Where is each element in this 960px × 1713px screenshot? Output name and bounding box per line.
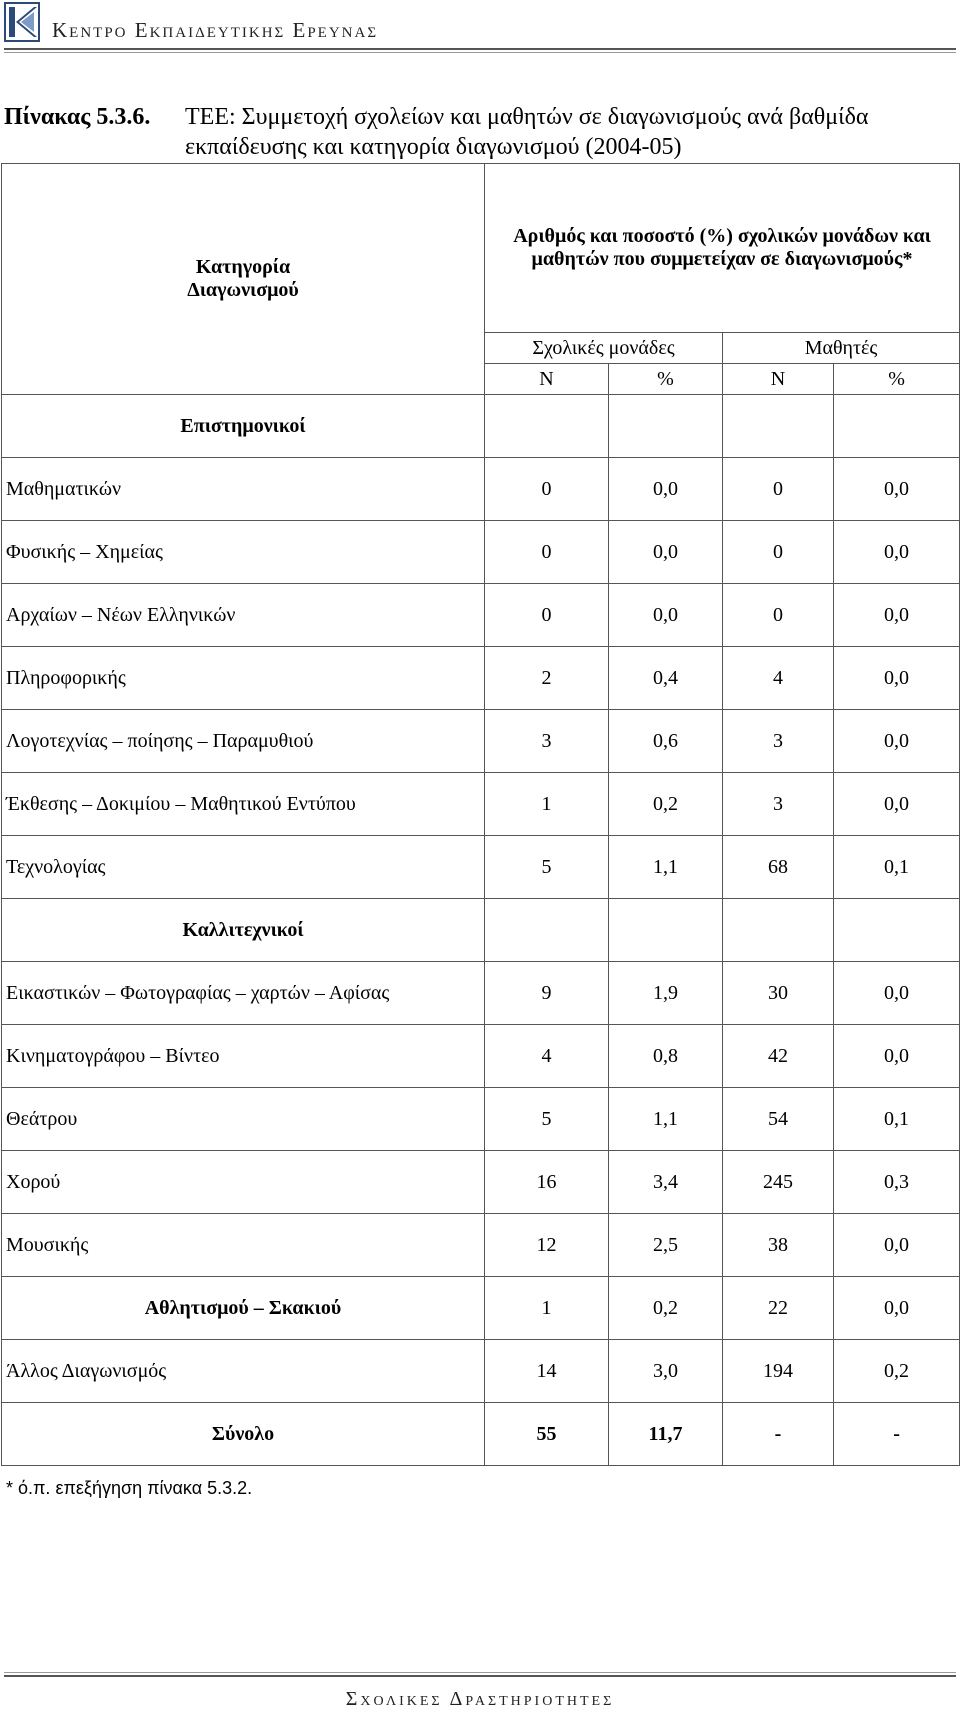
table-row xyxy=(2,1214,960,1277)
table-row xyxy=(2,584,960,647)
schools-pct: 0,8 xyxy=(609,1025,723,1088)
schools-n: 4 xyxy=(485,1025,609,1088)
row-label: Τεχνολογίας xyxy=(2,836,485,899)
students-n: 0 xyxy=(723,458,834,521)
students-pct: 0,0 xyxy=(834,773,960,836)
table-row xyxy=(2,962,960,1025)
schools-n: 3 xyxy=(485,710,609,773)
row-label: Κινηματογράφου – Βίντεο xyxy=(2,1025,485,1088)
students-pct: 0,1 xyxy=(834,1088,960,1151)
students-pct: 0,0 xyxy=(834,1025,960,1088)
table-row-total xyxy=(2,1403,960,1466)
row-label: Άλλος Διαγωνισμός xyxy=(2,1340,485,1403)
org-name: Κεντρο Εκπαιδευτικης Ερευνας xyxy=(52,18,379,42)
table-row xyxy=(2,773,960,836)
main-header: Αριθμός και ποσοστό (%) σχολικών μονάδων και μαθητών που συμμετείχαν σε διαγωνισμούς* xyxy=(485,164,960,333)
schools-n: 12 xyxy=(485,1214,609,1277)
schools-n: 0 xyxy=(485,458,609,521)
row-label: Εικαστικών – Φωτογραφίας – χαρτών – Αφίσας xyxy=(2,962,485,1025)
row-label: Λογοτεχνίας – ποίησης – Παραμυθιού xyxy=(2,710,485,773)
students-pct-header: % xyxy=(834,364,960,395)
category-header: Κατηγορία Διαγωνισμού xyxy=(2,164,485,395)
section-row-science xyxy=(2,395,960,458)
students-n: 194 xyxy=(723,1340,834,1403)
kee-logo-icon xyxy=(4,2,40,42)
table-footnote: * ό.π. επεξήγηση πίνακα 5.3.2. xyxy=(6,1478,253,1498)
students-n: 68 xyxy=(723,836,834,899)
students-n: 4 xyxy=(723,647,834,710)
students-n: 0 xyxy=(723,584,834,647)
students-n: 30 xyxy=(723,962,834,1025)
students-pct: 0,0 xyxy=(834,710,960,773)
schools-n: 14 xyxy=(485,1340,609,1403)
schools-pct: 11,7 xyxy=(609,1403,723,1466)
schools-n: 9 xyxy=(485,962,609,1025)
section-label: Καλλιτεχνικοί xyxy=(2,899,485,962)
schools-n: 16 xyxy=(485,1151,609,1214)
students-n: 0 xyxy=(723,521,834,584)
table-caption: ΤΕΕ: Συμμετοχή σχολείων και μαθητών σε διαγωνισμούς ανά βαθμίδα εκπαίδευσης και κατηγορία διαγωνισμού (2004-05) xyxy=(185,104,869,160)
students-pct: - xyxy=(834,1403,960,1466)
schools-pct: 3,4 xyxy=(609,1151,723,1214)
students-pct: 0,0 xyxy=(834,962,960,1025)
schools-pct: 0,0 xyxy=(609,584,723,647)
schools-pct: 0,2 xyxy=(609,1277,723,1340)
students-pct: 0,0 xyxy=(834,647,960,710)
students-pct: 0,3 xyxy=(834,1151,960,1214)
students-group-header: Μαθητές xyxy=(723,333,960,364)
schools-n: 2 xyxy=(485,647,609,710)
row-label: Αρχαίων – Νέων Ελληνικών xyxy=(2,584,485,647)
schools-pct: 3,0 xyxy=(609,1340,723,1403)
table-row xyxy=(2,458,960,521)
schools-n: 55 xyxy=(485,1403,609,1466)
footer-rule xyxy=(4,1672,956,1677)
students-n: 3 xyxy=(723,773,834,836)
students-pct: 0,0 xyxy=(834,521,960,584)
schools-n: 1 xyxy=(485,773,609,836)
students-n-header: Ν xyxy=(723,364,834,395)
table-row xyxy=(2,647,960,710)
header-row-1 xyxy=(2,164,960,333)
section-row-arts xyxy=(2,899,960,962)
schools-pct: 0,2 xyxy=(609,773,723,836)
row-label: Έκθεσης – Δοκιμίου – Μαθητικού Εντύπου xyxy=(2,773,485,836)
participation-table xyxy=(1,163,960,1466)
table-number: Πίνακας 5.3.6. xyxy=(4,104,151,130)
header-rule xyxy=(4,48,956,53)
schools-n: 0 xyxy=(485,521,609,584)
table-row-other xyxy=(2,1340,960,1403)
schools-pct: 0,0 xyxy=(609,458,723,521)
row-label: Χορού xyxy=(2,1151,485,1214)
students-n: - xyxy=(723,1403,834,1466)
table-row xyxy=(2,1025,960,1088)
students-pct: 0,0 xyxy=(834,1214,960,1277)
footer-section-title: Σχολικες Δραστηριοτητες xyxy=(345,1688,615,1710)
students-pct: 0,0 xyxy=(834,584,960,647)
table-row xyxy=(2,710,960,773)
schools-pct: 0,4 xyxy=(609,647,723,710)
schools-n: 5 xyxy=(485,836,609,899)
students-pct: 0,2 xyxy=(834,1340,960,1403)
row-label: Αθλητισμού – Σκακιού xyxy=(2,1277,485,1340)
row-label: Σύνολο xyxy=(2,1403,485,1466)
students-n: 3 xyxy=(723,710,834,773)
row-label: Μαθηματικών xyxy=(2,458,485,521)
row-label: Θεάτρου xyxy=(2,1088,485,1151)
schools-pct: 1,1 xyxy=(609,1088,723,1151)
schools-pct: 0,6 xyxy=(609,710,723,773)
row-label: Πληροφορικής xyxy=(2,647,485,710)
students-pct: 0,0 xyxy=(834,458,960,521)
row-label: Φυσικής – Χημείας xyxy=(2,521,485,584)
students-n: 245 xyxy=(723,1151,834,1214)
students-pct: 0,1 xyxy=(834,836,960,899)
table-row xyxy=(2,836,960,899)
students-pct: 0,0 xyxy=(834,1277,960,1340)
schools-pct: 1,9 xyxy=(609,962,723,1025)
section-label: Επιστημονικοί xyxy=(2,395,485,458)
page-header xyxy=(4,2,954,46)
students-n: 38 xyxy=(723,1214,834,1277)
students-n: 42 xyxy=(723,1025,834,1088)
schools-n: 1 xyxy=(485,1277,609,1340)
students-n: 54 xyxy=(723,1088,834,1151)
schools-pct: 0,0 xyxy=(609,521,723,584)
row-label: Μουσικής xyxy=(2,1214,485,1277)
schools-n: 5 xyxy=(485,1088,609,1151)
schools-n: 0 xyxy=(485,584,609,647)
students-n: 22 xyxy=(723,1277,834,1340)
table-row xyxy=(2,1088,960,1151)
schools-pct: 2,5 xyxy=(609,1214,723,1277)
table-row xyxy=(2,521,960,584)
schools-group-header: Σχολικές μονάδες xyxy=(485,333,723,364)
schools-n-header: Ν xyxy=(485,364,609,395)
table-row-sport xyxy=(2,1277,960,1340)
schools-pct-header: % xyxy=(609,364,723,395)
schools-pct: 1,1 xyxy=(609,836,723,899)
table-row xyxy=(2,1151,960,1214)
